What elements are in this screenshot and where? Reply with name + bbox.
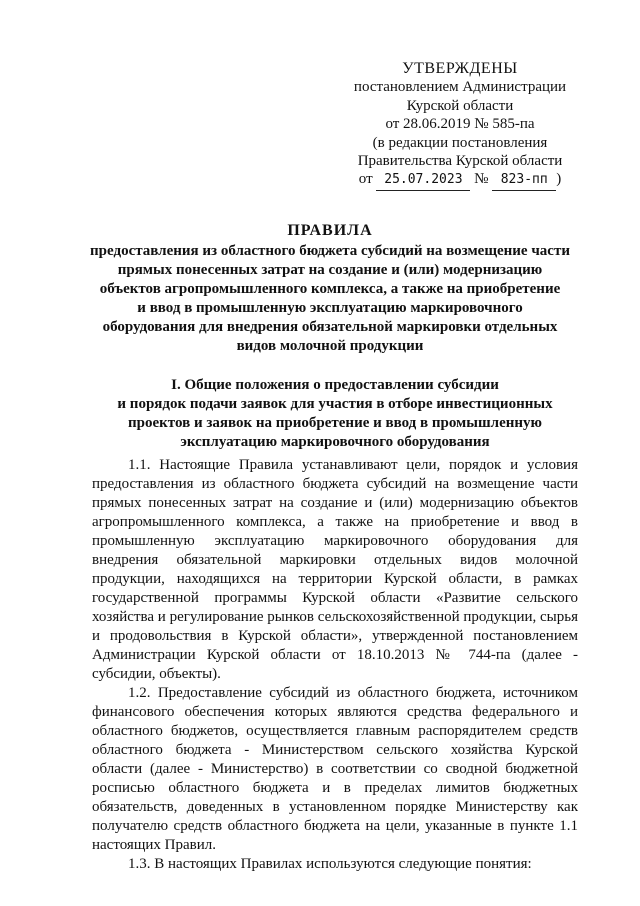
title-line: объектов агропромышленного комплекса, а также на приобретение [99,281,561,297]
title-line: и ввод в промышленную эксплуатацию маркировочного [137,300,523,316]
approval-line: постановлением Администрации [353,79,567,96]
document-body [92,456,578,874]
title-line: прямых понесенных затрат на создание и (или) модернизацию [117,262,543,278]
approval-from-label: от [358,171,373,188]
title-line: оборудования для внедрения обязательной маркировки отдельных [102,319,558,335]
paragraph-1-1: 1.1. Настоящие Правила устанавливают цели, порядок и условия предоставления из областного бюджета субсидий на возмещение части прямых понесенных затрат на создание и (или) модернизацию объектов агропромышленного комплекса, а также на приобретение и ввод в промышленную эксплуатацию маркировочного оборудования для внедрения обязательной маркировки отдельных видов молочной продукции, находящихся на территории Курской области, в рамках государственной программы Курской области «Развитие сельского хозяйства и регулирование рынков сельскохозяйственной продукции, сырья и продовольствия в Курской области», утвержденной постановлением Администрации Курской области от 18.10.2013 № 744-па (далее - субсидии, объекты). [92,457,578,682]
approval-amendment-line [340,170,580,190]
section-heading [80,376,590,452]
approval-date: 25.07.2023 [376,171,470,190]
approval-line: (в редакции постановления [372,134,548,151]
approval-line: Правительства Курской области [357,153,563,170]
section-line: и порядок подачи заявок для участия в отборе инвестиционных [117,396,553,412]
approval-number: 823-пп [492,171,556,190]
approval-line: от 28.06.2019 № 585-па [385,116,535,133]
approval-heading: УТВЕРЖДЕНЫ [402,60,518,77]
paragraph-1-2: 1.2. Предоставление субсидий из областного бюджета, источником финансового обеспечения которых являются средства федерального и областного бюджетов, осуществляется главным распорядителем средств областного бюджета - Министерством сельского хозяйства Курской области (далее - Министерство) в соответствии со сводной бюджетной росписью областного бюджета и в пределах лимитов бюджетных обязательств, доведенных в установленном порядке Министерству как получателю средств областного бюджета на цели, указанные в пункте 1.1 настоящих Правил. [92,685,578,853]
title-line: предоставления из областного бюджета субсидий на возмещение части [90,243,570,259]
approval-line: Курской области [406,97,514,114]
approval-number-sign: № [474,171,489,188]
section-line: I. Общие положения о предоставлении субсидии [171,377,499,393]
document-title [80,221,580,356]
approval-close-paren: ) [556,171,562,188]
title-heading: ПРАВИЛА [287,222,373,239]
paragraph-1-3: 1.3. В настоящих Правилах используются следующие понятия: [128,856,532,872]
section-line: проектов и заявок на приобретение и ввод в промышленную [128,415,542,431]
section-line: эксплуатацию маркировочного оборудования [180,434,490,450]
approval-block [340,60,580,191]
title-line: видов молочной продукции [236,338,424,354]
